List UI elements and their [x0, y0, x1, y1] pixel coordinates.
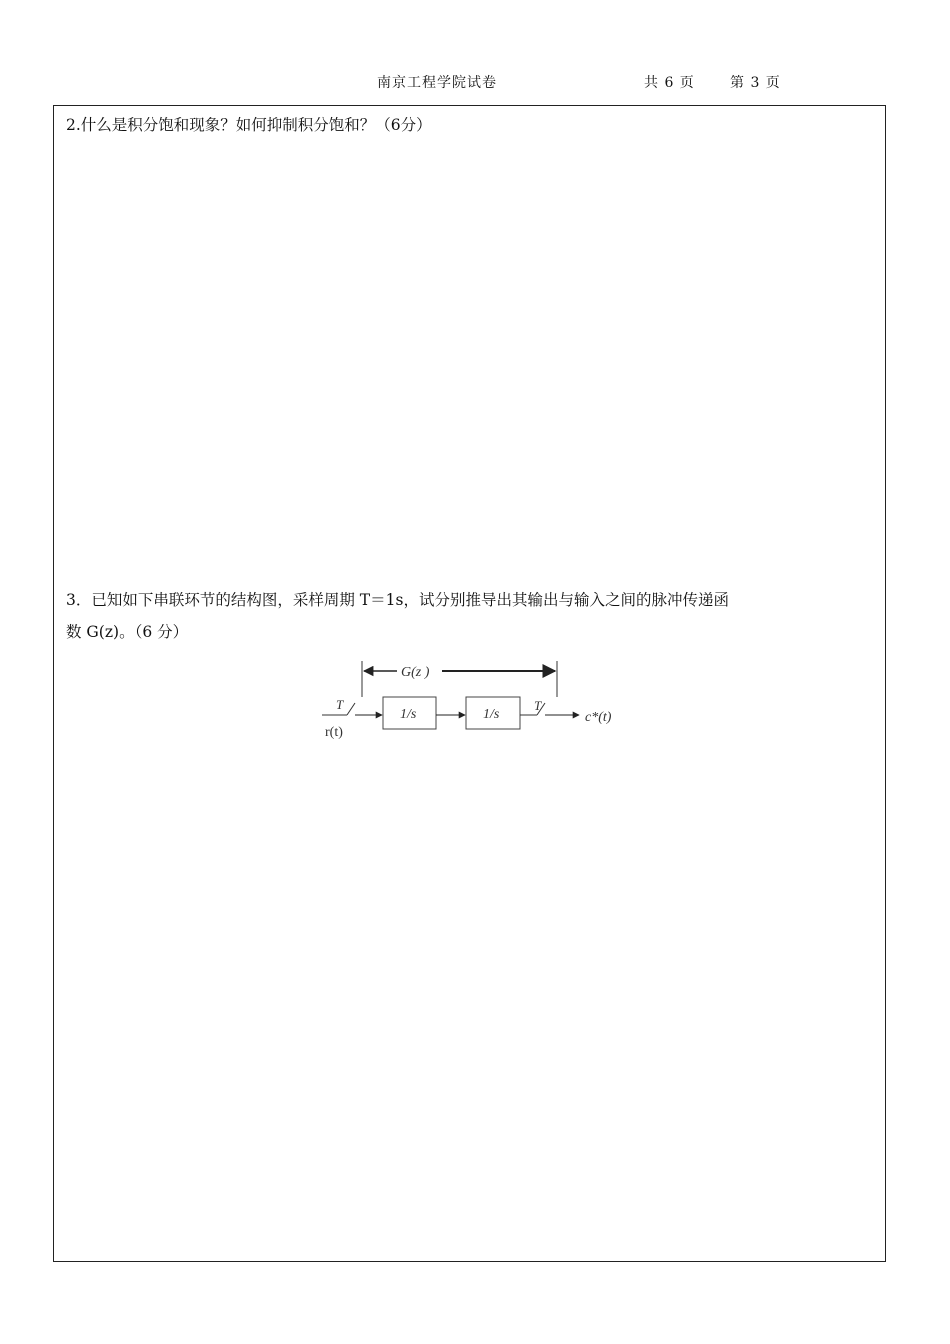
page-header [0, 72, 950, 96]
question-2-text: 2.什么是积分饱和现象？如何抑制积分饱和？（6分） [66, 116, 432, 134]
question-3 [66, 584, 878, 648]
question-3-line-2: 数 G(z)。（6 分） [66, 623, 189, 641]
current-page: 第 3 页 [730, 75, 781, 91]
transfer-function-label: G(z ) [401, 665, 430, 680]
input-sampler-label: T [336, 697, 344, 712]
exam-title: 南京工程学院试卷 [377, 75, 497, 91]
output-signal-label: c*(t) [585, 710, 612, 725]
input-sampler-switch [347, 703, 355, 715]
block-2-label: 1/s [483, 707, 500, 722]
answer-sheet [53, 105, 886, 1262]
output-sampler-label: T [534, 698, 542, 713]
block-diagram [317, 651, 627, 746]
input-signal-label: r(t) [325, 725, 343, 740]
block-1-label: 1/s [400, 707, 417, 722]
question-3-line-1: 3．已知如下串联环节的结构图，采样周期 T＝1s，试分别推导出其输出与输入之间的脉冲传递函 [66, 591, 729, 609]
question-2 [66, 109, 432, 141]
total-pages: 共 6 页 [644, 75, 695, 91]
